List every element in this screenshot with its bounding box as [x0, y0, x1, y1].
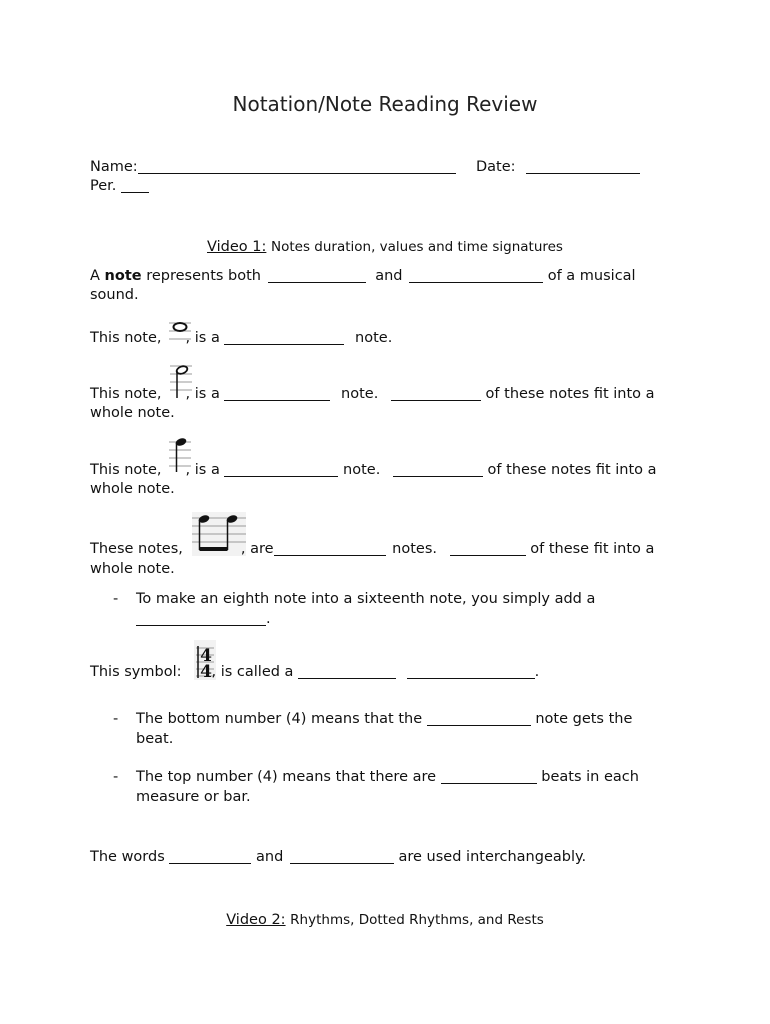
text: beats in each	[541, 769, 639, 785]
text: and	[256, 849, 284, 865]
text: are used interchangeably.	[398, 849, 587, 865]
text: This note,	[90, 386, 162, 402]
date-blank[interactable]	[526, 159, 640, 174]
blank-quarter-name[interactable]	[224, 462, 338, 477]
blank-sixteenth[interactable]	[136, 611, 266, 626]
text: , is a	[185, 386, 220, 402]
video1-subtitle: Notes duration, values and time signatures	[270, 239, 563, 255]
text: These notes,	[90, 541, 183, 557]
text: note.	[355, 330, 393, 346]
text: This note,	[90, 462, 162, 478]
bullet-dash: -	[113, 769, 119, 785]
blank-bottom-number[interactable]	[427, 711, 531, 726]
blank-half-name[interactable]	[224, 386, 330, 401]
blank-symbol-1[interactable]	[298, 664, 396, 679]
quarter-note-line2: whole note.	[90, 481, 175, 497]
text: The top number (4) means that there are	[136, 769, 437, 785]
blank-eighth-name[interactable]	[274, 541, 386, 556]
date-label: Date:	[476, 159, 516, 175]
text: A	[90, 268, 105, 284]
blank-2[interactable]	[409, 268, 543, 283]
text: of these notes fit into a	[487, 462, 657, 478]
text: , are	[240, 541, 274, 557]
blank-eighth-count[interactable]	[450, 541, 526, 556]
date-field[interactable]	[476, 159, 640, 175]
page-title: Notation/Note Reading Review	[232, 92, 538, 116]
bullet2-line1	[136, 711, 632, 727]
bullet-dash: -	[113, 591, 119, 607]
note-bold: note	[104, 268, 142, 284]
text: , is a	[185, 330, 220, 346]
text: , is a	[185, 462, 220, 478]
text: note.	[343, 462, 381, 478]
whole-note-line	[90, 330, 392, 346]
video2-heading	[0, 912, 770, 928]
text: note gets the	[535, 711, 633, 727]
symbol-line	[90, 664, 539, 680]
words-line	[90, 849, 586, 865]
bullet1-line1: To make an eighth note into a sixteenth note, you simply add a	[136, 591, 596, 607]
blank-1[interactable]	[268, 268, 366, 283]
text: and	[375, 268, 403, 284]
blank-word-1[interactable]	[169, 849, 251, 864]
text: of these fit into a	[530, 541, 655, 557]
note-definition-line1	[90, 268, 636, 284]
text: note.	[341, 386, 379, 402]
note-definition-line2: sound.	[90, 287, 139, 303]
text: The words	[90, 849, 165, 865]
blank-quarter-count[interactable]	[393, 462, 483, 477]
text: of these notes fit into a	[485, 386, 655, 402]
name-label: Name:	[90, 159, 138, 175]
text: This note,	[90, 330, 162, 346]
bullet3-line1	[136, 769, 639, 785]
text: This symbol:	[90, 664, 182, 680]
video1-label: Video 1:	[207, 239, 267, 255]
video2-label: Video 2:	[226, 912, 286, 928]
bullet2-line2: beat.	[136, 731, 174, 747]
blank-whole[interactable]	[224, 330, 344, 345]
text: , is called a	[211, 664, 294, 680]
name-field[interactable]	[90, 159, 456, 175]
text: .	[266, 611, 271, 627]
quarter-note-line	[90, 462, 657, 478]
text: represents both	[141, 268, 261, 284]
period-blank[interactable]	[121, 178, 149, 193]
blank-half-count[interactable]	[391, 386, 481, 401]
bullet1-line2	[136, 611, 271, 627]
text: of a musical	[547, 268, 636, 284]
time-signature-top: 4	[200, 646, 212, 666]
eighth-note-line	[90, 541, 654, 557]
blank-symbol-2[interactable]	[407, 664, 535, 679]
blank-word-2[interactable]	[290, 849, 394, 864]
name-blank[interactable]	[138, 159, 456, 174]
bullet3-line2: measure or bar.	[136, 789, 251, 805]
eighth-note-line2: whole note.	[90, 561, 175, 577]
period-label: Per.	[90, 178, 117, 194]
time-signature-bottom: 4	[200, 662, 212, 680]
text: The bottom number (4) means that the	[136, 711, 423, 727]
period-field[interactable]	[90, 178, 149, 194]
video1-heading	[0, 239, 770, 255]
blank-top-number[interactable]	[441, 769, 537, 784]
bullet-dash: -	[113, 711, 119, 727]
half-note-line	[90, 386, 655, 402]
half-note-line2: whole note.	[90, 405, 175, 421]
text: .	[534, 664, 540, 680]
text: notes.	[392, 541, 438, 557]
video2-subtitle: Rhythms, Dotted Rhythms, and Rests	[290, 912, 544, 928]
